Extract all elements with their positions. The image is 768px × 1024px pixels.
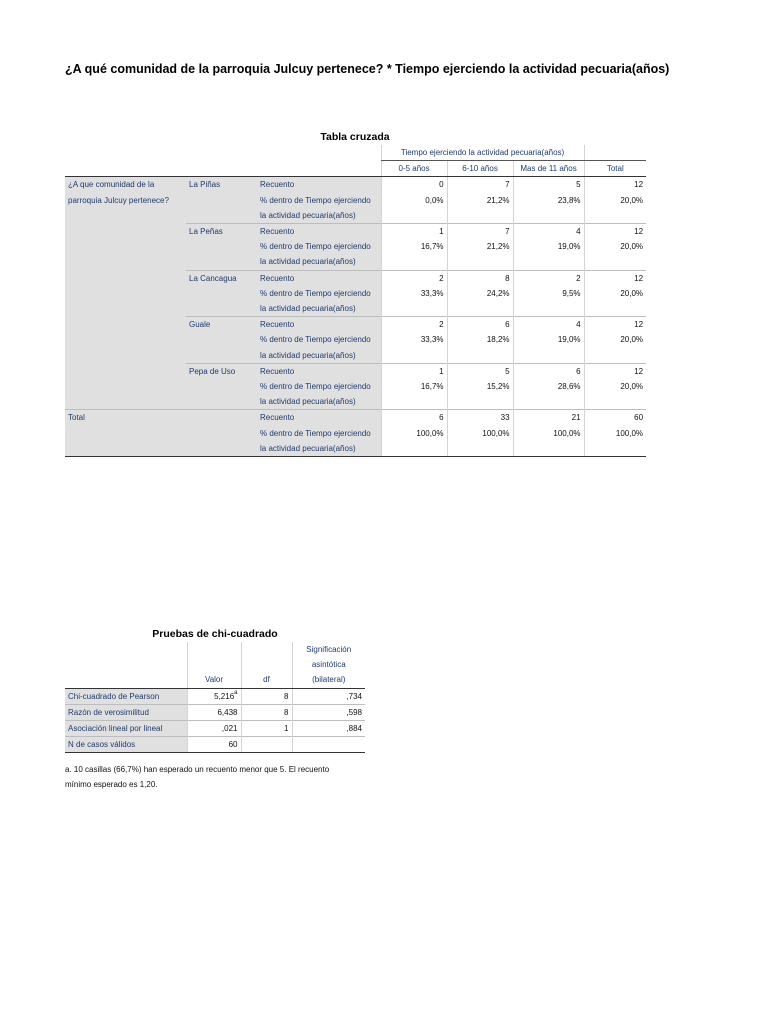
statistic-label: Recuento — [257, 177, 381, 193]
empty-cell — [381, 394, 447, 410]
count-cell: 6 — [513, 363, 584, 379]
statistic-label: la actividad pecuaria(años) — [257, 254, 381, 270]
community-label: La Piñas — [186, 177, 257, 224]
statistic-label: Recuento — [257, 224, 381, 240]
percent-cell: 0,0% — [381, 193, 447, 208]
percent-cell: 19,0% — [513, 239, 584, 254]
percent-cell: 21,2% — [447, 239, 513, 254]
chi-value: 5,216 — [214, 691, 235, 701]
empty-cell — [381, 441, 447, 457]
statistic-label: % dentro de Tiempo ejerciendo — [257, 193, 381, 208]
statistic-label: la actividad pecuaria(años) — [257, 208, 381, 224]
percent-cell: 100,0% — [381, 426, 447, 441]
count-cell: 12 — [584, 363, 646, 379]
percent-cell: 16,7% — [381, 239, 447, 254]
chi-value-cell — [187, 688, 241, 704]
column-header: 0-5 años — [381, 161, 447, 177]
column-group-header: Tiempo ejerciendo la actividad pecuaria(años) — [381, 145, 584, 161]
empty-cell — [584, 348, 646, 364]
chi-value-cell — [187, 737, 241, 753]
chi-row — [65, 688, 365, 704]
percent-cell: 20,0% — [584, 332, 646, 347]
empty-cell — [513, 208, 584, 224]
chi-square-table — [65, 642, 365, 753]
empty-cell — [584, 208, 646, 224]
statistic-label: la actividad pecuaria(años) — [257, 301, 381, 317]
df-header: df — [241, 672, 292, 688]
count-cell: 6 — [447, 317, 513, 333]
statistic-label: % dentro de Tiempo ejerciendo — [257, 426, 381, 441]
community-label: Pepa de Uso — [186, 363, 257, 410]
chi-sig-cell: ,598 — [292, 704, 365, 720]
percent-cell: 18,2% — [447, 332, 513, 347]
chi-df-cell: 1 — [241, 721, 292, 737]
count-cell: 4 — [513, 317, 584, 333]
empty-cell — [584, 301, 646, 317]
page-title: ¿A qué comunidad de la parroquia Julcuy pertenece? * Tiempo ejerciendo la actividad pecuaria(años) — [65, 62, 670, 76]
empty-cell — [447, 394, 513, 410]
chi-sig-cell — [292, 737, 365, 753]
percent-cell: 20,0% — [584, 379, 646, 394]
percent-cell: 20,0% — [584, 239, 646, 254]
statistic-label: % dentro de Tiempo ejerciendo — [257, 239, 381, 254]
crosstab-table — [65, 145, 646, 457]
empty-cell — [513, 301, 584, 317]
count-cell: 60 — [584, 410, 646, 426]
count-cell: 2 — [513, 270, 584, 286]
chi-df-cell: 8 — [241, 704, 292, 720]
count-cell: 5 — [513, 177, 584, 193]
total-name-cell — [186, 410, 257, 457]
count-cell: 8 — [447, 270, 513, 286]
chi-row — [65, 704, 365, 720]
empty-cell — [447, 208, 513, 224]
row-variable-label — [65, 177, 186, 410]
statistic-label: % dentro de Tiempo ejerciendo — [257, 379, 381, 394]
count-cell: 12 — [584, 317, 646, 333]
count-cell: 6 — [381, 410, 447, 426]
chi-value: ,021 — [221, 724, 238, 734]
percent-cell: 19,0% — [513, 332, 584, 347]
count-cell: 21 — [513, 410, 584, 426]
statistic-label: la actividad pecuaria(años) — [257, 348, 381, 364]
empty-cell — [584, 394, 646, 410]
community-label: La Peñas — [186, 224, 257, 271]
count-cell: 1 — [381, 224, 447, 240]
chi-sig-cell: ,734 — [292, 688, 365, 704]
community-label: Guale — [186, 317, 257, 364]
chi-row — [65, 721, 365, 737]
row-variable-line: parroquia Julcuy pertenece? — [68, 195, 169, 205]
sig-header-line3: (bilateral) — [292, 672, 365, 688]
statistic-label: la actividad pecuaria(años) — [257, 394, 381, 410]
empty-cell — [513, 441, 584, 457]
column-header: Total — [584, 161, 646, 177]
percent-cell: 20,0% — [584, 286, 646, 301]
statistic-label: Recuento — [257, 270, 381, 286]
sig-header-line2: asintótica — [292, 657, 365, 672]
empty-cell — [513, 348, 584, 364]
count-cell: 2 — [381, 317, 447, 333]
column-header: 6-10 años — [447, 161, 513, 177]
chi-footnote: a. 10 casillas (66,7%) han esperado un recuento menor que 5. El recuento mínimo esperado es 1,20. — [65, 765, 330, 789]
count-cell: 12 — [584, 270, 646, 286]
percent-cell: 24,2% — [447, 286, 513, 301]
footnote-marker: a — [234, 689, 238, 696]
statistic-label: la actividad pecuaria(años) — [257, 441, 381, 457]
chi-row-label: Chi-cuadrado de Pearson — [65, 688, 187, 704]
percent-cell: 33,3% — [381, 286, 447, 301]
chi-title: Pruebas de chi-cuadrado — [152, 628, 278, 640]
row-variable-line: ¿A que comunidad de la — [68, 180, 155, 190]
statistic-label: Recuento — [257, 410, 381, 426]
empty-cell — [381, 208, 447, 224]
chi-value-cell — [187, 721, 241, 737]
crosstab-row — [65, 410, 646, 426]
chi-row-label: N de casos válidos — [65, 737, 187, 753]
percent-cell: 23,8% — [513, 193, 584, 208]
percent-cell: 100,0% — [584, 426, 646, 441]
percent-cell: 15,2% — [447, 379, 513, 394]
percent-cell: 21,2% — [447, 193, 513, 208]
count-cell: 4 — [513, 224, 584, 240]
statistic-label: Recuento — [257, 317, 381, 333]
count-cell: 0 — [381, 177, 447, 193]
chi-df-cell — [241, 737, 292, 753]
statistic-label: % dentro de Tiempo ejerciendo — [257, 286, 381, 301]
empty-cell — [584, 254, 646, 270]
chi-df-cell: 8 — [241, 688, 292, 704]
crosstab-title: Tabla cruzada — [320, 131, 390, 143]
sig-header-line1: Significación — [292, 642, 365, 657]
empty-cell — [513, 394, 584, 410]
count-cell: 5 — [447, 363, 513, 379]
percent-cell: 28,6% — [513, 379, 584, 394]
chi-value-cell — [187, 704, 241, 720]
count-cell: 2 — [381, 270, 447, 286]
chi-value: 6,438 — [217, 707, 238, 717]
chi-row — [65, 737, 365, 753]
chi-value: 60 — [228, 740, 238, 750]
empty-cell — [447, 301, 513, 317]
empty-cell — [447, 441, 513, 457]
percent-cell: 100,0% — [513, 426, 584, 441]
empty-cell — [513, 254, 584, 270]
chi-row-label: Asociación lineal por lineal — [65, 721, 187, 737]
empty-cell — [584, 441, 646, 457]
empty-cell — [447, 348, 513, 364]
chi-sig-cell: ,884 — [292, 721, 365, 737]
empty-cell — [381, 301, 447, 317]
empty-cell — [381, 254, 447, 270]
count-cell: 7 — [447, 177, 513, 193]
total-label: Total — [65, 410, 186, 457]
crosstab-row — [65, 177, 646, 193]
empty-cell — [381, 348, 447, 364]
percent-cell: 33,3% — [381, 332, 447, 347]
percent-cell: 16,7% — [381, 379, 447, 394]
count-cell: 33 — [447, 410, 513, 426]
percent-cell: 9,5% — [513, 286, 584, 301]
percent-cell: 20,0% — [584, 193, 646, 208]
statistic-label: % dentro de Tiempo ejerciendo — [257, 332, 381, 347]
percent-cell: 100,0% — [447, 426, 513, 441]
statistic-label: Recuento — [257, 363, 381, 379]
valor-header: Valor — [187, 672, 241, 688]
column-header: Mas de 11 años — [513, 161, 584, 177]
count-cell: 1 — [381, 363, 447, 379]
count-cell: 12 — [584, 177, 646, 193]
count-cell: 7 — [447, 224, 513, 240]
count-cell: 12 — [584, 224, 646, 240]
empty-cell — [447, 254, 513, 270]
community-label: La Cancagua — [186, 270, 257, 317]
chi-row-label: Razón de verosimilitud — [65, 704, 187, 720]
